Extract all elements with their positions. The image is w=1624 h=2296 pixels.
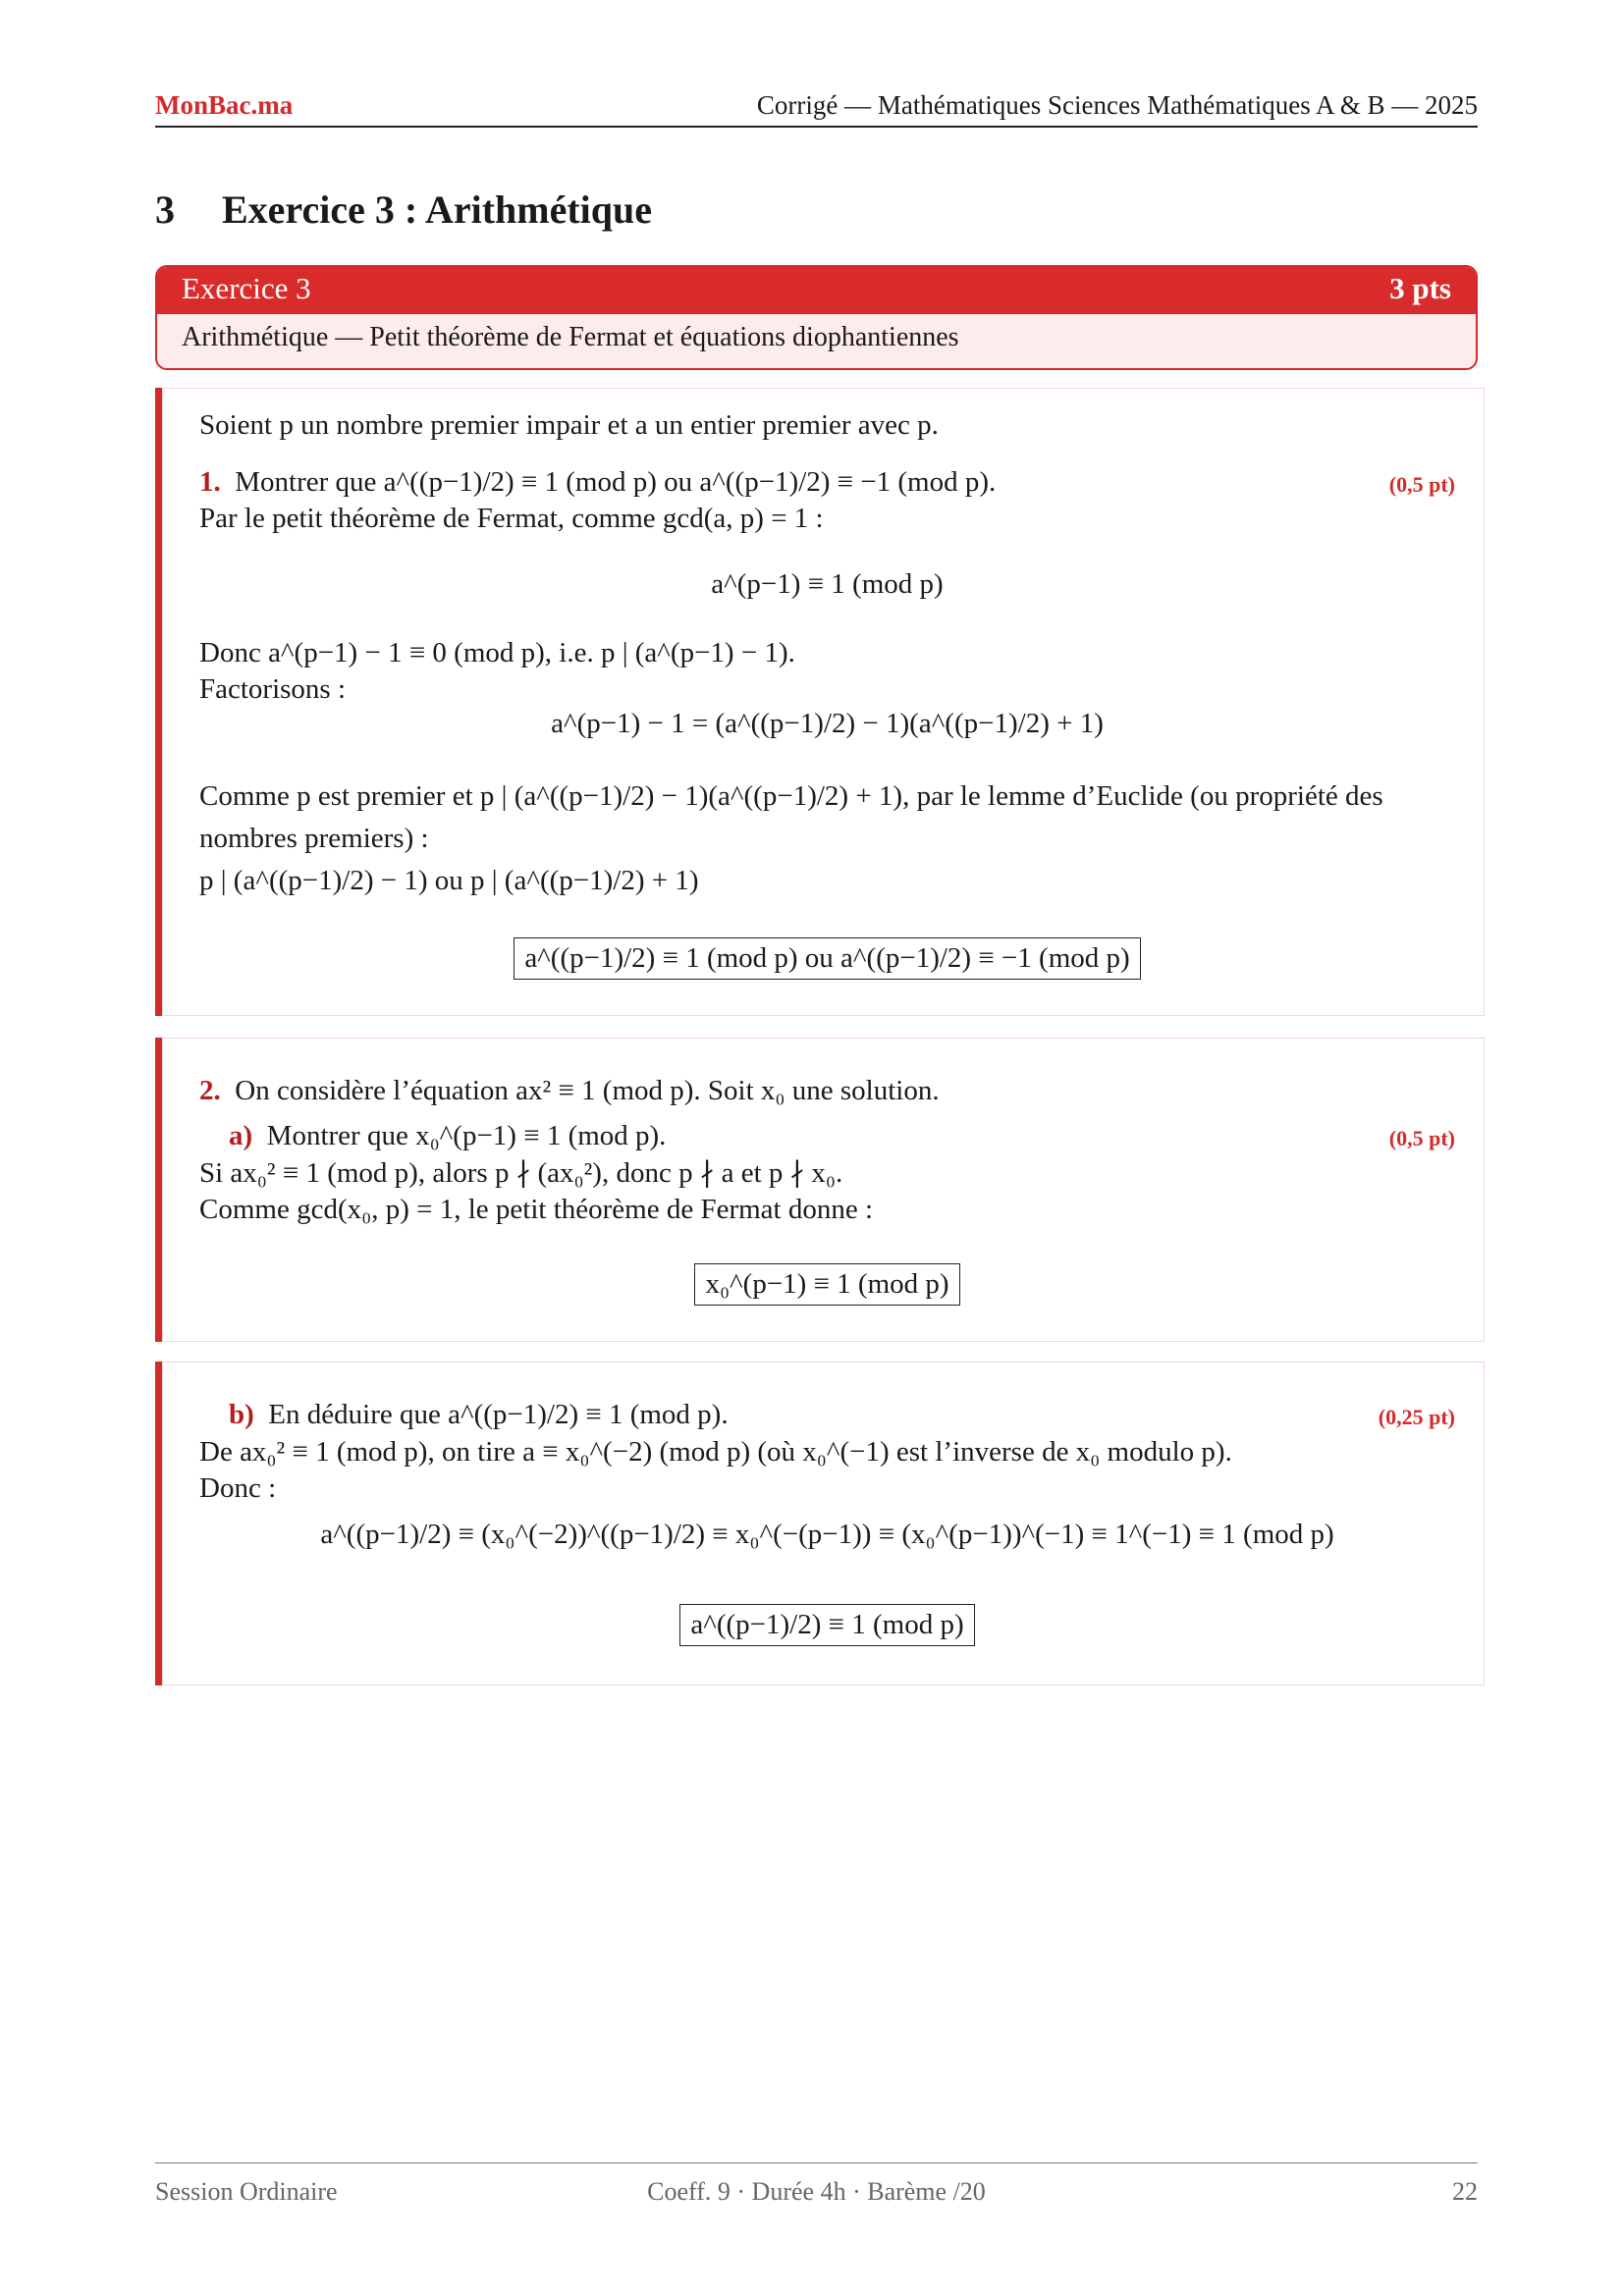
footer-info: Coeff. 9 · Durée 4h · Barème /20 <box>647 2177 986 2206</box>
section-number: 3 <box>155 187 175 232</box>
section-heading <box>155 187 652 233</box>
brand-link[interactable]: MonBac.ma <box>155 90 294 120</box>
question-1-statement <box>199 464 996 501</box>
page <box>155 0 1478 2296</box>
subquestion-a <box>229 1118 666 1154</box>
subquestion-b <box>229 1397 729 1433</box>
question-number: 2. <box>199 1075 221 1106</box>
exercise-banner <box>155 265 1478 370</box>
question-2-statement <box>199 1073 940 1109</box>
text-line: nombres premiers) : <box>199 823 429 854</box>
result-box <box>199 1604 1455 1646</box>
equation: a^(p−1) ≡ 1 (mod p) <box>711 568 944 600</box>
question-2a-card <box>155 1038 1485 1342</box>
text-line: Donc : <box>199 1472 277 1504</box>
text-line: Comme gcd(x₀, p) = 1, le petit théorème de Fermat donne : <box>199 1194 874 1225</box>
subquestion-label: En déduire que a^((p−1)/2) ≡ 1 (mod p). <box>268 1399 729 1430</box>
text-line: p | (a^((p−1)/2) − 1) ou p | (a^((p−1)/2) + 1) <box>199 865 699 896</box>
text-line: Donc a^(p−1) − 1 ≡ 0 (mod p), i.e. p | (a^(p−1) − 1). <box>199 637 795 668</box>
text-line: Par le petit théorème de Fermat, comme gcd(a, p) = 1 : <box>199 503 824 534</box>
page-number: 22 <box>1452 2177 1478 2206</box>
text-line: Factorisons : <box>199 673 347 705</box>
exercise-subtitle: Arithmétique — Petit théorème de Fermat et équations diophantiennes <box>182 322 959 352</box>
footer-session: Session Ordinaire <box>155 2177 338 2206</box>
result-box <box>199 1263 1455 1306</box>
equation: a^(p−1) − 1 = (a^((p−1)/2) − 1)(a^((p−1)/2) + 1) <box>551 708 1104 739</box>
question-label: On considère l’équation ax² ≡ 1 (mod p). Soit x₀ une solution. <box>235 1075 940 1106</box>
equation: a^((p−1)/2) ≡ (x₀^(−2))^((p−1)/2) ≡ x₀^(−(p−1)) ≡ (x₀^(p−1))^(−1) ≡ 1^(−1) ≡ 1 (mod p) <box>320 1519 1334 1550</box>
header-title: Corrigé — Mathématiques Sciences Mathématiques A & B — 2025 <box>756 90 1478 120</box>
section-title: Exercice 3 : Arithmétique <box>222 187 653 232</box>
subquestion-label: Montrer que x₀^(p−1) ≡ 1 (mod p). <box>266 1120 667 1151</box>
boxed-result: a^((p−1)/2) ≡ 1 (mod p) ou a^((p−1)/2) ≡ −1 (mod p) <box>514 937 1140 980</box>
exercise-title: Exercice 3 <box>182 271 311 305</box>
question-number: 1. <box>199 466 221 498</box>
exercise-points: 3 pts <box>1389 271 1451 305</box>
subquestion-letter: b) <box>229 1399 254 1430</box>
points-badge: (0,25 pt) <box>1378 1405 1455 1429</box>
boxed-result: a^((p−1)/2) ≡ 1 (mod p) <box>679 1604 974 1646</box>
page-footer <box>155 2163 1478 2213</box>
points-badge: (0,5 pt) <box>1388 472 1455 497</box>
question-2b-card <box>155 1362 1485 1685</box>
boxed-result: x₀^(p−1) ≡ 1 (mod p) <box>694 1263 959 1306</box>
text-line: Si ax₀² ≡ 1 (mod p), alors p ∤ (ax₀²), donc p ∤ a et p ∤ x₀. <box>199 1157 843 1189</box>
question-1-card <box>155 388 1485 1016</box>
exercise-bar <box>157 267 1476 314</box>
intro-text: Soient p un nombre premier impair et a un entier premier avec p. <box>199 409 939 441</box>
text-line: De ax₀² ≡ 1 (mod p), on tire a ≡ x₀^(−2) (mod p) (où x₀^(−1) est l’inverse de x₀ modulo p). <box>199 1436 1232 1468</box>
question-label: Montrer que a^((p−1)/2) ≡ 1 (mod p) ou a^((p−1)/2) ≡ −1 (mod p). <box>235 466 997 498</box>
result-box <box>199 937 1455 980</box>
text-line: Comme p est premier et p | (a^((p−1)/2) − 1)(a^((p−1)/2) + 1), par le lemme d’Euclide (ou propriété des <box>199 780 1383 812</box>
points-badge: (0,5 pt) <box>1388 1126 1455 1150</box>
page-header <box>155 86 1478 128</box>
subquestion-letter: a) <box>229 1120 253 1151</box>
